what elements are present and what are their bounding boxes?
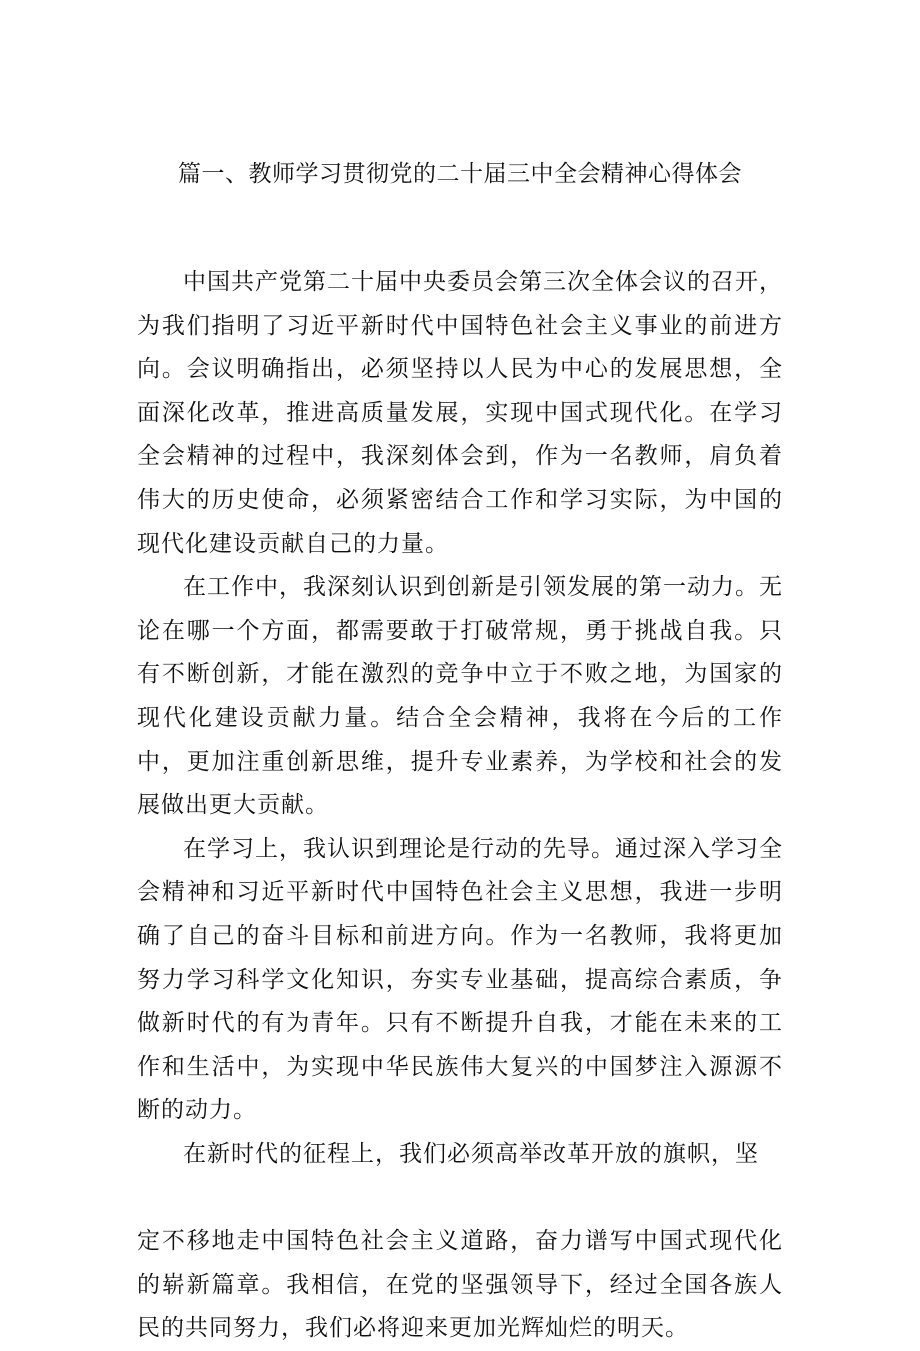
document-body bbox=[137, 261, 783, 1351]
paragraph-work: 在工作中，我深刻认识到创新是引领发展的第一动力。无论在哪一个方面，都需要敢于打破常规，勇于挑战自我。只有不断创新，才能在激烈的竞争中立于不败之地，为国家的现代化建设贡献力量。结合全会精神，我将在今后的工作中，更加注重创新思维，提升专业素养，为学校和社会的发展做出更大贡献。 bbox=[137, 574, 783, 819]
paragraph-study: 在学习上，我认识到理论是行动的先导。通过深入学习全会精神和习近平新时代中国特色社会主义思想，我进一步明确了自己的奋斗目标和前进方向。作为一名教师，我将更加努力学习科学文化知识，夯实专业基础，提高综合素质，争做新时代的有为青年。只有不断提升自我，才能在未来的工作和生活中，为实现中华民族伟大复兴的中国梦注入源源不断的动力。 bbox=[137, 835, 783, 1124]
paragraph-intro: 中国共产党第二十届中央委员会第三次全体会议的召开，为我们指明了习近平新时代中国特色社会主义事业的前进方向。会议明确指出，必须坚持以人民为中心的发展思想，全面深化改革，推进高质量发展，实现中国式现代化。在学习全会精神的过程中，我深刻体会到，作为一名教师，肩负着伟大的历史使命，必须紧密结合工作和学习实际，为中国的现代化建设贡献自己的力量。 bbox=[137, 269, 783, 557]
paragraph-conclusion-continued: 定不移地走中国特色社会主义道路，奋力谱写中国式现代化的崭新篇章。我相信，在党的坚强领导下，经过全国各族人民的共同努力，我们必将迎来更加光辉灿烂的明天。 bbox=[137, 1228, 783, 1342]
paragraph-conclusion-start: 在新时代的征程上，我们必须高举改革开放的旗帜，坚 bbox=[183, 1140, 759, 1167]
document-title: 篇一、教师学习贯彻党的二十届三中全会精神心得体会 bbox=[178, 161, 742, 187]
